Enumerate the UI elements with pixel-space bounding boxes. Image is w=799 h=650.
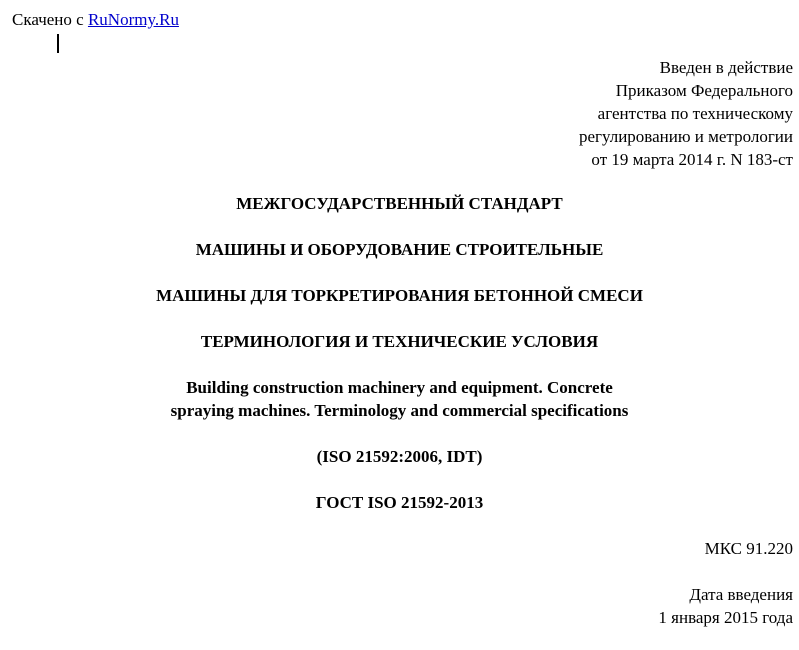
english-title — [0, 376, 799, 422]
approval-line: регулированию и метрологии — [578, 127, 793, 146]
approval-block — [579, 56, 793, 171]
english-title-line: Building construction machinery and equipment. Concrete — [186, 378, 613, 397]
group-heading: МАШИНЫ И ОБОРУДОВАНИЕ СТРОИТЕЛЬНЫЕ — [195, 240, 604, 259]
source-prefix: Скачено с — [12, 10, 88, 29]
iso-reference: (ISO 21592:2006, IDT) — [316, 447, 483, 466]
gost-number: ГОСТ ISO 21592-2013 — [315, 493, 484, 512]
text-cursor — [57, 34, 59, 53]
subject-heading: МАШИНЫ ДЛЯ ТОРКРЕТИРОВАНИЯ БЕТОННОЙ СМЕСИ — [156, 286, 643, 305]
approval-line: Введен в действие — [659, 58, 793, 77]
mks-code: МКС 91.220 — [704, 539, 793, 558]
scope-heading: ТЕРМИНОЛОГИЯ И ТЕХНИЧЕСКИЕ УСЛОВИЯ — [200, 332, 599, 351]
introduction-date: 1 января 2015 года — [658, 608, 793, 627]
approval-line: Приказом Федерального — [615, 81, 793, 100]
introduction-date-block — [658, 583, 793, 629]
introduction-label: Дата введения — [689, 585, 793, 604]
approval-line: агентства по техническому — [597, 104, 793, 123]
source-line — [12, 9, 179, 31]
english-title-line: spraying machines. Terminology and commercial specifications — [170, 401, 629, 420]
standard-type-heading: МЕЖГОСУДАРСТВЕННЫЙ СТАНДАРТ — [236, 194, 563, 213]
source-link[interactable]: RuNormy.Ru — [87, 10, 179, 29]
approval-line: от 19 марта 2014 г. N 183-ст — [591, 150, 793, 169]
